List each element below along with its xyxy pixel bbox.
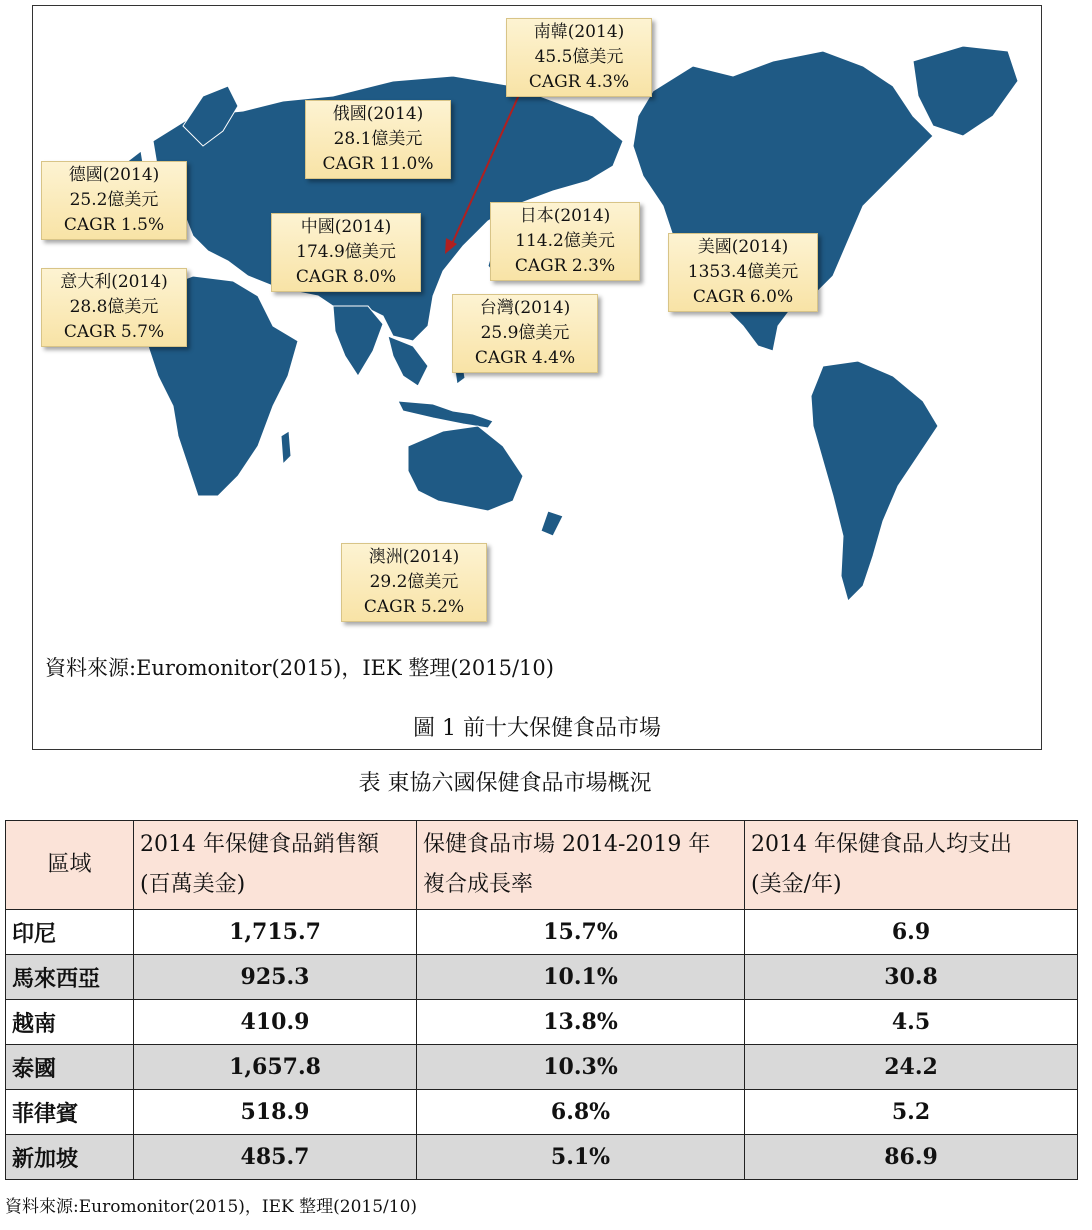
- callout-australia-cagr: CAGR 5.2%: [363, 597, 465, 617]
- header-sales-line1: 2014 年保健食品銷售額: [140, 832, 379, 857]
- header-spend-line1: 2014 年保健食品人均支出: [751, 832, 1012, 857]
- row-region: 印尼: [6, 910, 134, 955]
- row-sales: 1,657.8: [134, 1045, 417, 1090]
- madagascar-landmass: [281, 431, 291, 464]
- row-sales: 1,715.7: [134, 910, 417, 955]
- figure-source: 資料來源:Euromonitor(2015)，IEK 整理(2015/10): [45, 656, 554, 680]
- callout-korea-name: 南韓(2014): [533, 22, 625, 42]
- row-growth: 5.1%: [417, 1135, 745, 1180]
- table-row: [6, 1000, 1078, 1045]
- callout-taiwan: [452, 294, 598, 373]
- row-region: 馬來西亞: [6, 955, 134, 1000]
- callout-japan-name: 日本(2014): [519, 206, 611, 226]
- header-region: 區域: [6, 821, 134, 910]
- table-header-row: [6, 821, 1078, 910]
- table-row: [6, 955, 1078, 1000]
- callout-italy: [41, 268, 187, 347]
- callout-italy-name: 意大利(2014): [60, 272, 168, 292]
- callout-usa-cagr: CAGR 6.0%: [692, 287, 794, 307]
- callout-usa-value: 1353.4億美元: [687, 262, 799, 282]
- row-sales: 518.9: [134, 1090, 417, 1135]
- callout-taiwan-cagr: CAGR 4.4%: [474, 348, 576, 368]
- row-spend: 86.9: [745, 1135, 1078, 1180]
- header-spend: [745, 821, 1078, 910]
- callout-germany-name: 德國(2014): [68, 165, 160, 185]
- greenland-landmass: [913, 46, 1018, 136]
- row-region: 新加坡: [6, 1135, 134, 1180]
- asean-market-table: [5, 820, 1078, 1180]
- callout-australia-name: 澳洲(2014): [368, 547, 460, 567]
- callout-russia-name: 俄國(2014): [332, 104, 424, 124]
- header-sales-line2: (百萬美金): [140, 872, 246, 897]
- table-source: 資料來源:Euromonitor(2015)，IEK 整理(2015/10): [5, 1197, 418, 1217]
- table-title: 表 東協六國保健食品市場概況: [358, 771, 652, 796]
- callout-usa: [668, 233, 818, 312]
- table-row: [6, 1135, 1078, 1180]
- callout-china-cagr: CAGR 8.0%: [295, 267, 397, 287]
- row-growth: 15.7%: [417, 910, 745, 955]
- row-sales: 925.3: [134, 955, 417, 1000]
- row-growth: 10.3%: [417, 1045, 745, 1090]
- australia-landmass: [408, 426, 523, 511]
- row-spend: 5.2: [745, 1090, 1078, 1135]
- indonesia-landmass: [398, 401, 493, 428]
- callout-china-name: 中國(2014): [300, 217, 392, 237]
- callout-italy-cagr: CAGR 5.7%: [63, 322, 165, 342]
- callout-china-value: 174.9億美元: [296, 242, 396, 262]
- callout-australia-value: 29.2億美元: [369, 572, 459, 592]
- callout-japan: [490, 202, 640, 281]
- row-sales: 410.9: [134, 1000, 417, 1045]
- south-america-landmass: [811, 361, 938, 601]
- callout-usa-name: 美國(2014): [697, 237, 789, 257]
- row-growth: 13.8%: [417, 1000, 745, 1045]
- world-map-figure: [32, 5, 1042, 750]
- row-growth: 6.8%: [417, 1090, 745, 1135]
- callout-australia: [341, 543, 487, 622]
- row-region: 菲律賓: [6, 1090, 134, 1135]
- header-growth: [417, 821, 745, 910]
- callout-italy-value: 28.8億美元: [69, 297, 159, 317]
- callout-russia-value: 28.1億美元: [333, 129, 423, 149]
- row-sales: 485.7: [134, 1135, 417, 1180]
- table-row: [6, 1045, 1078, 1090]
- southeast-asia-landmass: [388, 336, 428, 386]
- callout-taiwan-name: 台灣(2014): [479, 298, 571, 318]
- table-row: [6, 910, 1078, 955]
- callout-korea-value: 45.5億美元: [534, 47, 624, 67]
- row-region: 越南: [6, 1000, 134, 1045]
- callout-russia: [305, 100, 451, 179]
- callout-germany-value: 25.2億美元: [69, 190, 159, 210]
- header-growth-line1: 保健食品市場 2014-2019 年: [423, 832, 711, 857]
- callout-russia-cagr: CAGR 11.0%: [322, 154, 434, 174]
- callout-korea-cagr: CAGR 4.3%: [528, 72, 630, 92]
- india-landmass: [333, 306, 383, 376]
- callout-germany: [41, 161, 187, 240]
- header-spend-line2: (美金/年): [751, 872, 842, 897]
- callout-taiwan-value: 25.9億美元: [480, 323, 570, 343]
- row-spend: 24.2: [745, 1045, 1078, 1090]
- figure-caption: 圖 1 前十大保健食品市場: [413, 716, 661, 741]
- callout-japan-cagr: CAGR 2.3%: [514, 256, 616, 276]
- row-growth: 10.1%: [417, 955, 745, 1000]
- callout-korea: [506, 18, 652, 97]
- callout-china: [271, 213, 421, 292]
- row-region: 泰國: [6, 1045, 134, 1090]
- header-growth-line2: 複合成長率: [423, 872, 534, 897]
- new-zealand-landmass: [541, 511, 563, 536]
- callout-japan-value: 114.2億美元: [515, 231, 615, 251]
- table-row: [6, 1090, 1078, 1135]
- row-spend: 6.9: [745, 910, 1078, 955]
- callout-germany-cagr: CAGR 1.5%: [63, 215, 165, 235]
- header-sales: [134, 821, 417, 910]
- row-spend: 4.5: [745, 1000, 1078, 1045]
- row-spend: 30.8: [745, 955, 1078, 1000]
